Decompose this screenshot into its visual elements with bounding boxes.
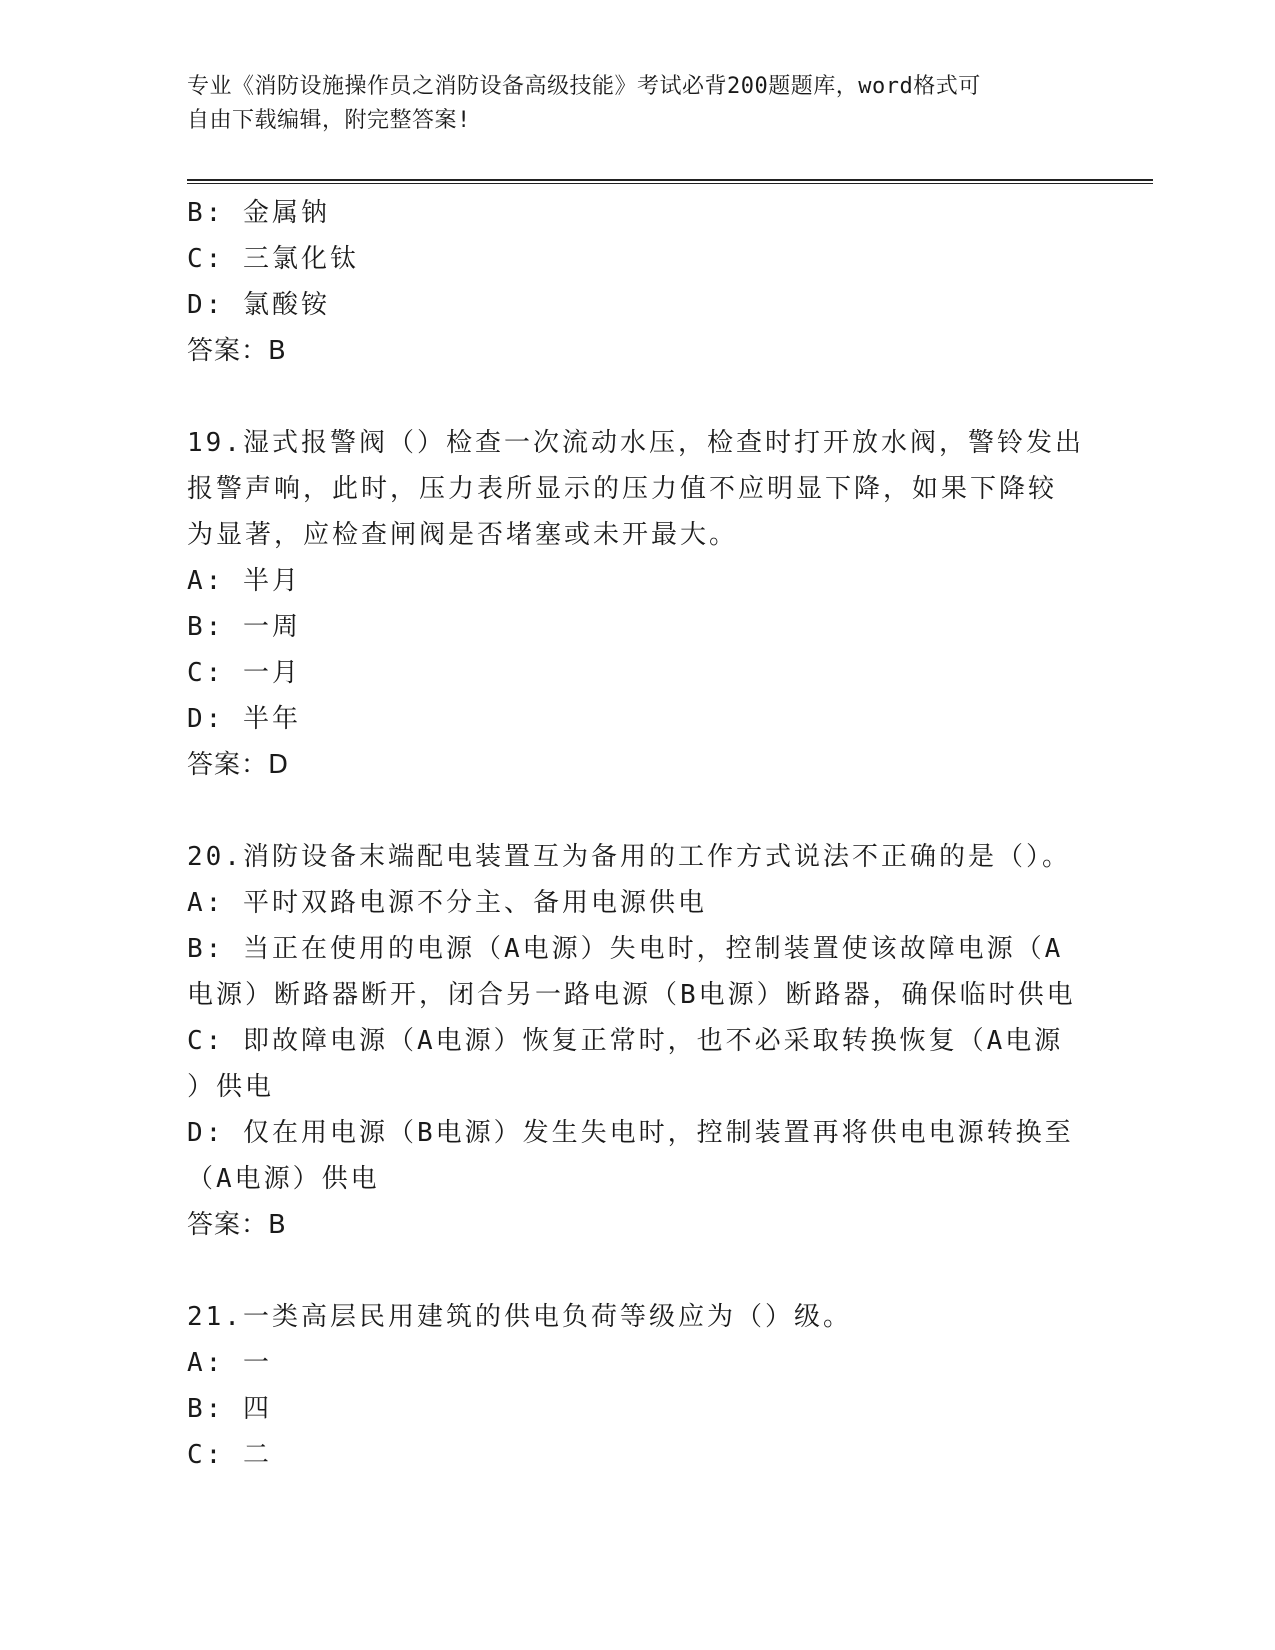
spacer [187,788,1087,834]
spacer [187,374,1087,420]
document-header [187,70,1087,138]
option-c-q18: C: 三氯化钛 [187,244,359,274]
question-19-line-1: 19.湿式报警阀（）检查一次流动水压，检查时打开放水阀，警铃发出 [187,428,1084,458]
spacer [187,1248,1087,1294]
header-rule [187,179,1153,181]
header-rule-thin [187,183,1153,184]
option-c-q19: C: 一月 [187,658,301,688]
option-b-q21: B: 四 [187,1394,272,1424]
option-b-q20-line-1: B: 当正在使用的电源（A电源）失电时，控制装置使该故障电源（A [187,934,1064,964]
option-b-q18: B: 金属钠 [187,198,330,228]
question-19-line-2: 报警声响，此时，压力表所显示的压力值不应明显下降，如果下降较 [187,474,1058,504]
answer-q20: 答案：B [187,1210,287,1240]
option-c-q21: C: 二 [187,1440,272,1470]
answer-q19: 答案：D [187,750,290,780]
option-b-q19: B: 一周 [187,612,301,642]
option-a-q19: A: 半月 [187,566,301,596]
option-a-q21: A: 一 [187,1348,272,1378]
option-d-q18: D: 氯酸铵 [187,290,330,320]
option-b-q20-line-2: 电源）断路器断开，闭合另一路电源（B电源）断路器，确保临时供电 [187,980,1076,1010]
answer-q18: 答案：B [187,336,287,366]
option-d-q19: D: 半年 [187,704,301,734]
option-d-q20-line-1: D: 仅在用电源（B电源）发生失电时，控制装置再将供电电源转换至 [187,1118,1074,1148]
header-line-2: 自由下载编辑，附完整答案! [187,108,471,133]
question-21: 21.一类高层民用建筑的供电负荷等级应为（）级。 [187,1302,852,1332]
question-19-line-3: 为显著，应检查闸阀是否堵塞或未开最大。 [187,520,739,550]
option-c-q20-line-2: ）供电 [187,1072,275,1102]
header-line-1: 专业《消防设施操作员之消防设备高级技能》考试必背200题题库，word格式可 [187,74,981,99]
option-a-q20: A: 平时双路电源不分主、备用电源供电 [187,888,707,918]
option-c-q20-line-1: C: 即故障电源（A电源）恢复正常时，也不必采取转换恢复（A电源 [187,1026,1064,1056]
question-20: 20.消防设备末端配电装置互为备用的工作方式说法不正确的是（）。 [187,842,1071,872]
question-content [187,190,1087,1478]
option-d-q20-line-2: （A电源）供电 [187,1164,380,1194]
